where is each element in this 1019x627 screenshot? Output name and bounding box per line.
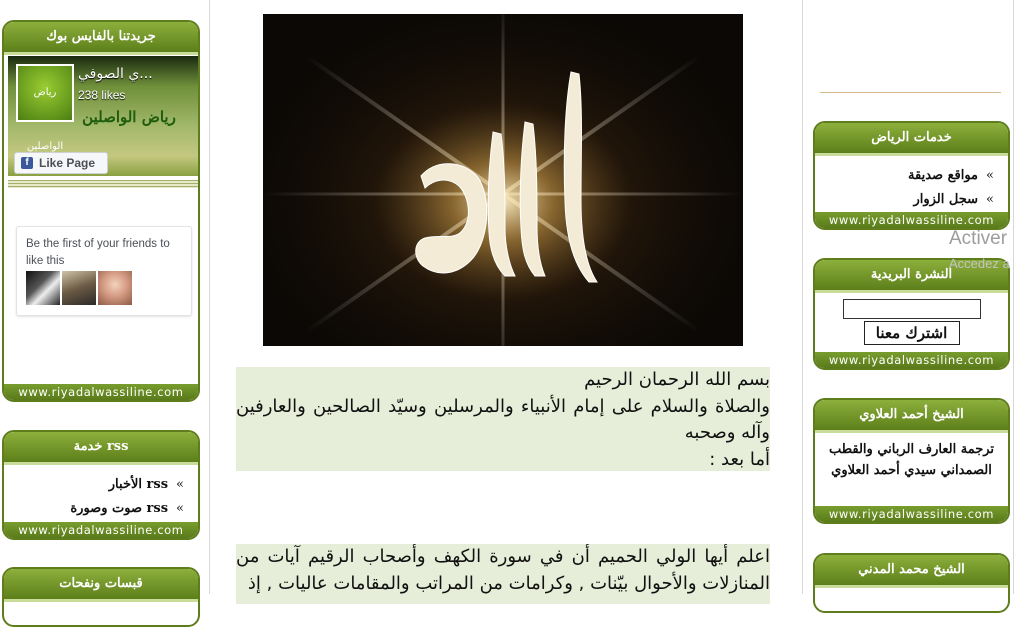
intro-text-block bbox=[236, 367, 770, 471]
newsletter-box-title: النشرة البريدية bbox=[815, 260, 1008, 293]
allah-calligraphy-image bbox=[263, 14, 743, 346]
cover-brand-text: رياض الواصلين bbox=[82, 108, 176, 126]
facebook-box-footer: www.riyadalwassiline.com bbox=[4, 384, 198, 400]
rss-link-media[interactable] bbox=[14, 497, 184, 521]
kahf-paragraph-block bbox=[236, 544, 770, 604]
rss-link-label: rss صوت وصورة bbox=[70, 501, 169, 516]
facebook-icon: f bbox=[21, 157, 33, 169]
services-box-footer: www.riyadalwassiline.com bbox=[815, 212, 1008, 228]
bullet-icon: » bbox=[176, 477, 184, 492]
rss-list bbox=[4, 465, 198, 521]
services-box bbox=[813, 121, 1010, 230]
page-logo-text: رياض الواصلين bbox=[26, 87, 64, 152]
bullet-icon: » bbox=[986, 192, 994, 207]
facebook-box bbox=[2, 20, 200, 402]
newsletter-email-input[interactable] bbox=[843, 299, 981, 319]
rss-link-news[interactable] bbox=[14, 473, 184, 497]
madani-box bbox=[813, 553, 1010, 613]
qabasat-box bbox=[2, 567, 200, 627]
rss-box-footer: www.riyadalwassiline.com bbox=[4, 522, 198, 538]
like-page-button[interactable] bbox=[14, 152, 108, 174]
likes-count: 238 likes bbox=[78, 88, 126, 102]
subscribe-button[interactable]: اشترك معنا bbox=[864, 321, 960, 345]
page-name-link[interactable]: ...ي الصوفي bbox=[78, 66, 153, 82]
qabasat-box-title: قبسات ونفحات bbox=[4, 569, 198, 602]
newsletter-box-footer: www.riyadalwassiline.com bbox=[815, 352, 1008, 368]
window-edge-divider bbox=[1013, 0, 1014, 594]
friends-text: Be the first of your friends to like this bbox=[26, 238, 170, 267]
salutation-line: والصلاة والسلام على إمام الأنبياء والمرسلين وسيّد الصالحين والعارفين وآله وصحبه bbox=[236, 395, 770, 443]
amma-baad-line: أما بعد : bbox=[709, 448, 770, 470]
left-column-divider bbox=[209, 0, 210, 594]
friend-avatar[interactable] bbox=[62, 271, 96, 305]
facebook-box-title: جريدتنا بالفايس بوك bbox=[4, 22, 198, 55]
right-column-divider bbox=[802, 0, 803, 594]
cover-stripes bbox=[8, 180, 198, 188]
friends-card bbox=[16, 226, 192, 316]
alawi-box bbox=[813, 398, 1010, 524]
hero-glow-graphic bbox=[263, 14, 743, 346]
madani-box-title: الشيخ محمد المدني bbox=[815, 555, 1008, 588]
rss-box bbox=[2, 430, 200, 540]
newsletter-box bbox=[813, 258, 1010, 370]
bullet-icon: » bbox=[176, 501, 184, 516]
alawi-box-title: الشيخ أحمد العلاوي bbox=[815, 400, 1008, 433]
activate-windows-subtext: Accedez a bbox=[949, 256, 1010, 271]
activate-windows-text: Activer bbox=[949, 228, 1008, 249]
services-link-label: مواقع صديقة bbox=[908, 168, 979, 183]
basmala-line: بسم الله الرحمان الرحيم bbox=[584, 369, 770, 390]
bullet-icon: » bbox=[986, 168, 994, 183]
services-list bbox=[815, 156, 1008, 212]
kahf-paragraph: اعلم أيها الولي الحميم أن في سورة الكهف وأصحاب الرقيم آيات من المنازلات والأحوال بيّنات , وكرامات من المراتب والمقامات عاليات , إذ bbox=[236, 546, 770, 594]
rss-link-label: rss الأخبار bbox=[108, 477, 169, 492]
rss-box-title: خدمة rss bbox=[4, 432, 198, 465]
alawi-bio-link[interactable]: ترجمة العارف الرباني والقطب الصمداني سيدي أحمد العلاوي bbox=[828, 442, 995, 478]
friend-avatar[interactable] bbox=[26, 271, 60, 305]
services-link-label: سجل الزوار bbox=[913, 192, 979, 207]
friend-avatar[interactable] bbox=[98, 271, 132, 305]
gold-divider bbox=[820, 92, 1001, 93]
services-box-title: خدمات الرياض bbox=[815, 123, 1008, 156]
alawi-box-footer: www.riyadalwassiline.com bbox=[815, 506, 1008, 522]
guestbook-link[interactable] bbox=[825, 188, 994, 212]
like-page-label: Like Page bbox=[39, 156, 96, 170]
friendly-sites-link[interactable] bbox=[825, 164, 994, 188]
